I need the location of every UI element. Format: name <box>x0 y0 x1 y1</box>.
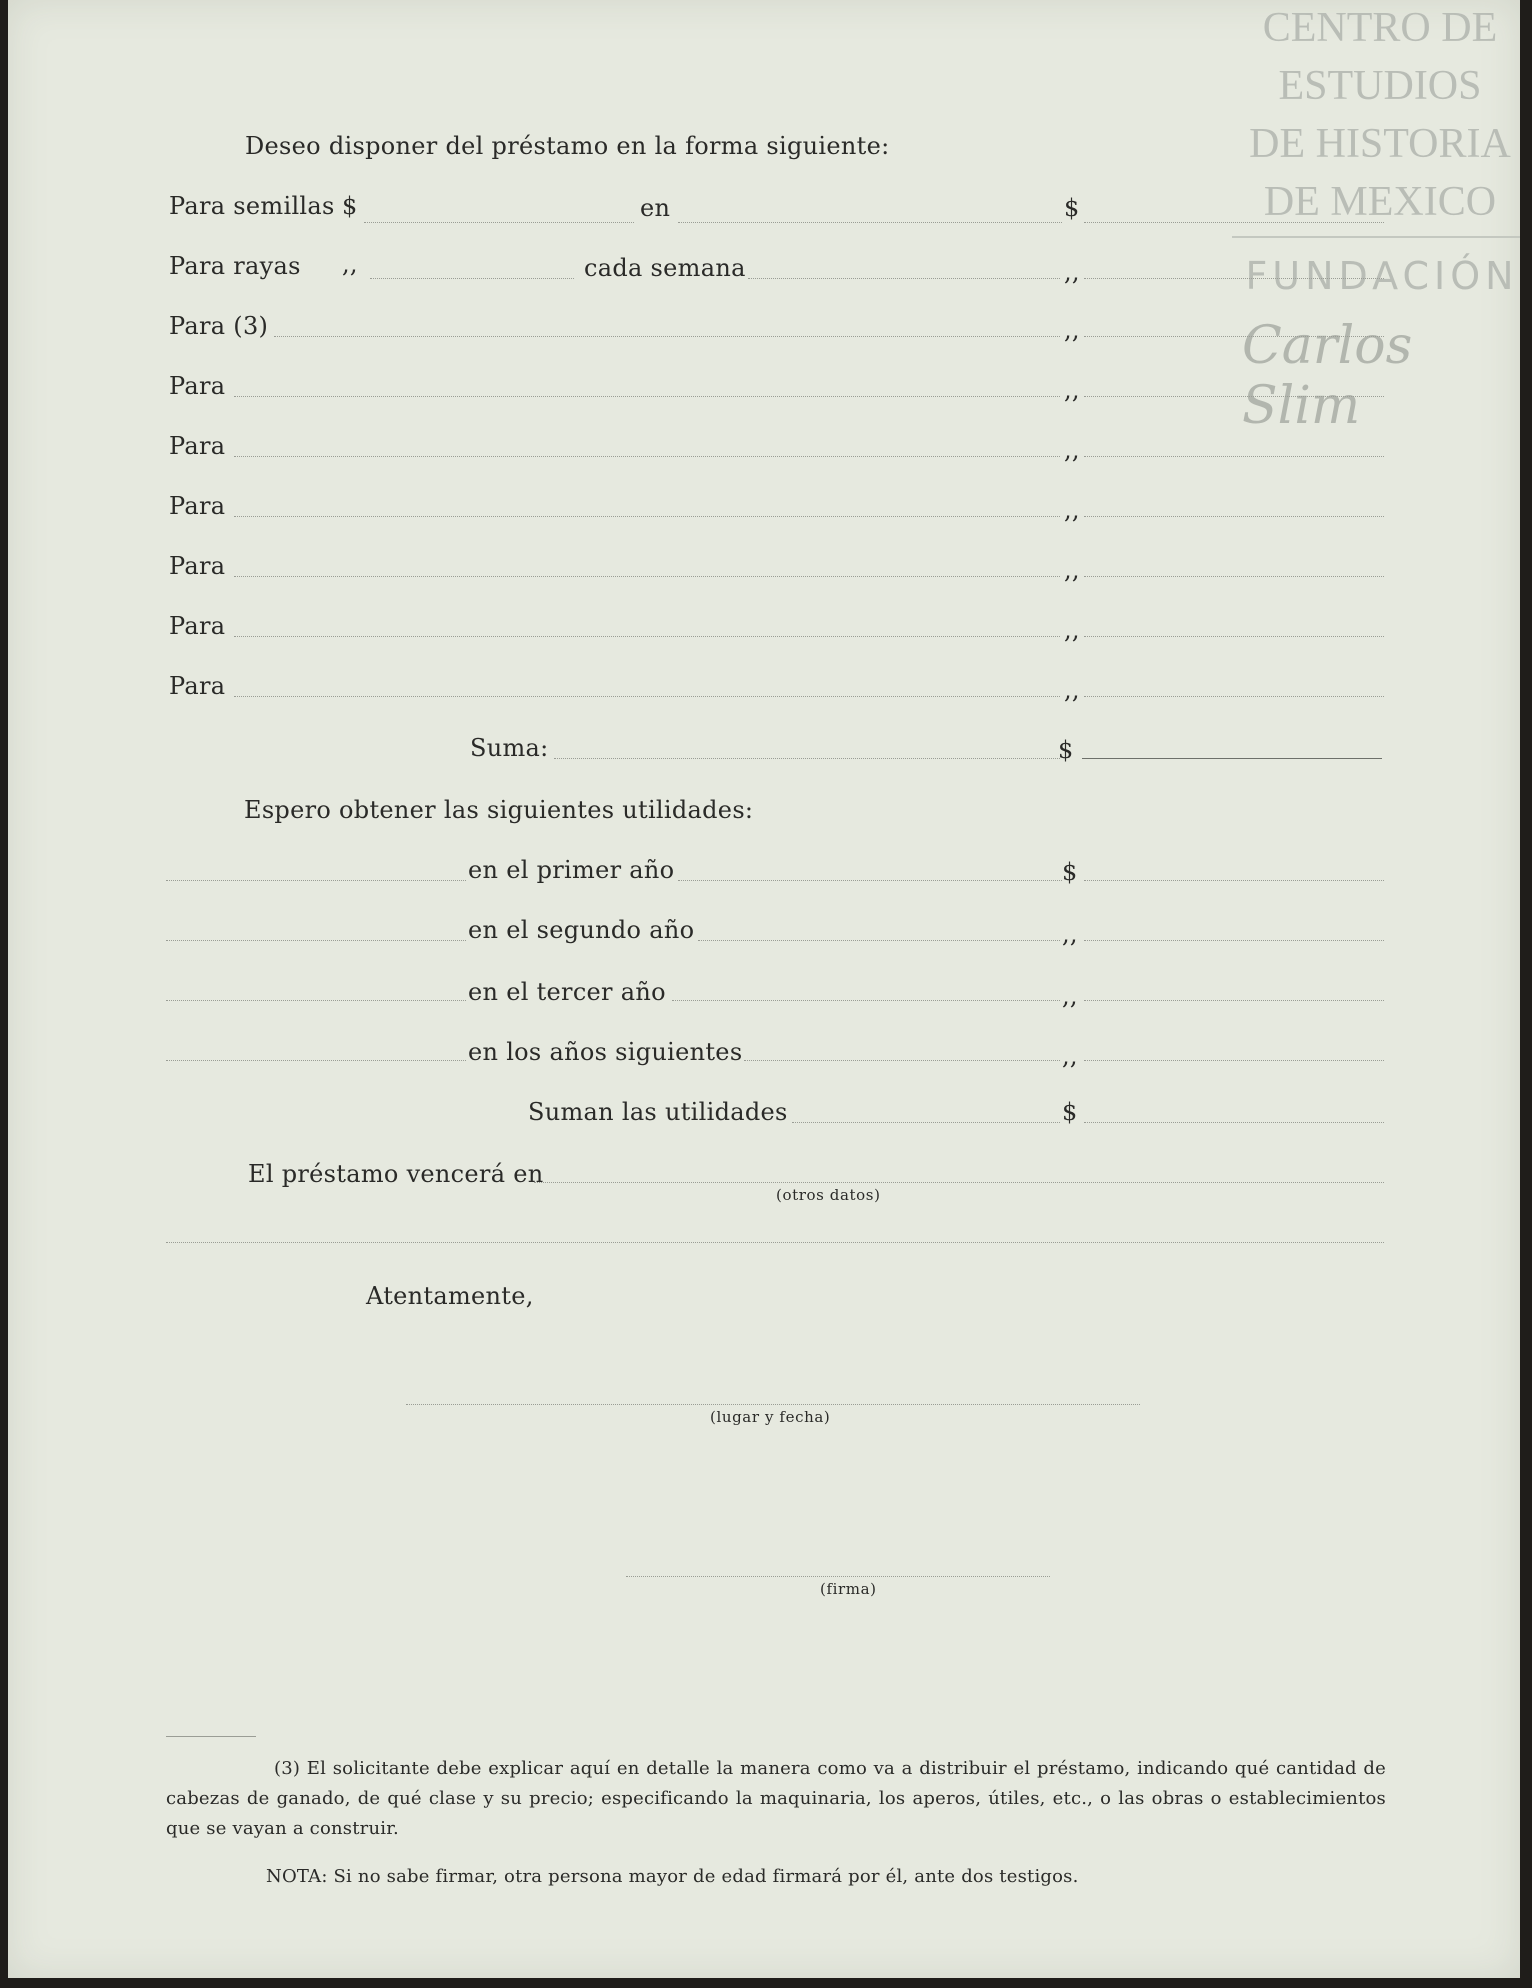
para3-total-field[interactable] <box>1084 336 1384 337</box>
primer-ano-label: en el primer año <box>468 856 675 884</box>
para-ditto-4: ,, <box>1064 556 1080 584</box>
para-ditto-2: ,, <box>1064 436 1080 464</box>
tercer-ano-label: en el tercer año <box>468 978 666 1006</box>
watermark-divider <box>1232 236 1520 238</box>
vencera-field[interactable] <box>534 1182 1384 1183</box>
siguientes-total-field[interactable] <box>1084 1060 1384 1061</box>
semillas-total-dollar: $ <box>1064 194 1080 222</box>
rayas-label: Para rayas <box>169 252 301 280</box>
semillas-amount-field[interactable] <box>364 222 634 223</box>
primer-ano-dots <box>678 880 1062 881</box>
para-total-field-5[interactable] <box>1084 636 1384 637</box>
para-label-5: Para <box>169 612 226 640</box>
para-total-field-6[interactable] <box>1084 696 1384 697</box>
para-desc-field-5[interactable] <box>234 636 1060 637</box>
para3-label: Para (3) <box>169 312 269 340</box>
rayas-cada-semana: cada semana <box>584 254 746 282</box>
lugar-fecha-field[interactable] <box>406 1404 1140 1405</box>
para-desc-field-1[interactable] <box>234 396 1060 397</box>
para-total-field-4[interactable] <box>1084 576 1384 577</box>
semillas-en: en <box>640 194 671 222</box>
tercer-ano-total-field[interactable] <box>1084 1000 1384 1001</box>
watermark-fundacion: FUNDACIÓN <box>1245 254 1519 298</box>
siguientes-ditto: ,, <box>1062 1042 1078 1070</box>
para-label-2: Para <box>169 432 226 460</box>
para3-ditto: ,, <box>1064 316 1080 344</box>
suman-label: Suman las utilidades <box>528 1098 788 1126</box>
lugar-fecha-caption: (lugar y fecha) <box>710 1408 831 1426</box>
vencera-label: El préstamo vencerá en <box>248 1160 544 1188</box>
rayas-amount-field[interactable] <box>370 278 574 279</box>
para-desc-field-6[interactable] <box>234 696 1060 697</box>
para-desc-field-2[interactable] <box>234 456 1060 457</box>
segundo-ano-label: en el segundo año <box>468 916 695 944</box>
firma-caption: (firma) <box>820 1580 877 1598</box>
semillas-en-field[interactable] <box>678 222 1062 223</box>
para-label-4: Para <box>169 552 226 580</box>
suma-dollar: $ <box>1058 736 1074 764</box>
utilidades-intro: Espero obtener las siguientes utilidades: <box>244 796 754 824</box>
form-page <box>8 0 1520 1978</box>
suman-total-field[interactable] <box>1084 1122 1384 1123</box>
suman-dots <box>792 1122 1060 1123</box>
para3-desc-field[interactable] <box>274 336 1060 337</box>
firma-field[interactable] <box>626 1576 1050 1577</box>
tercer-ano-dots <box>672 1000 1060 1001</box>
rayas-total-field[interactable] <box>1084 278 1384 279</box>
segundo-ano-dots <box>698 940 1060 941</box>
footnote-text: (3) El solicitante debe explicar aquí en detalle la manera como va a distribuir el préstamo, indicando qué cantidad de cabezas de ganado, de qué clase y su precio; especificando la maquinaria, los aperos, útiles, etc., o las obras o establecimientos que se vayan a construir. <box>166 1758 1386 1839</box>
segundo-ano-total-field[interactable] <box>1084 940 1384 941</box>
primer-ano-total-field[interactable] <box>1084 880 1384 881</box>
para-total-field-3[interactable] <box>1084 516 1384 517</box>
atentamente-text: Atentamente, <box>366 1282 534 1310</box>
para-ditto-3: ,, <box>1064 496 1080 524</box>
semillas-total-field[interactable] <box>1084 222 1384 223</box>
suma-total-field[interactable] <box>1082 758 1382 759</box>
segundo-ano-lead-field[interactable] <box>166 940 466 941</box>
intro-text: Deseo disponer del préstamo en la forma siguiente: <box>245 132 890 160</box>
suman-dollar: $ <box>1062 1098 1078 1126</box>
watermark-line-4: DE MEXICO <box>1263 179 1497 225</box>
watermark-line-1: CENTRO DE <box>1262 5 1498 51</box>
rayas-total-ditto: ,, <box>1064 258 1080 286</box>
footnote-rule <box>166 1736 256 1737</box>
rayas-semana-field[interactable] <box>748 278 1060 279</box>
tercer-ano-ditto: ,, <box>1062 982 1078 1010</box>
para-ditto-5: ,, <box>1064 616 1080 644</box>
siguientes-label: en los años siguientes <box>468 1038 743 1066</box>
para-label-6: Para <box>169 672 226 700</box>
siguientes-lead-field[interactable] <box>166 1060 466 1061</box>
siguientes-dots <box>744 1060 1060 1061</box>
tercer-ano-lead-field[interactable] <box>166 1000 466 1001</box>
watermark-line-2: ESTUDIOS <box>1278 63 1482 109</box>
semillas-label: Para semillas <box>169 192 335 220</box>
primer-ano-dollar: $ <box>1062 858 1078 886</box>
para-ditto-1: ,, <box>1064 376 1080 404</box>
suma-label: Suma: <box>470 734 549 762</box>
para-total-field-2[interactable] <box>1084 456 1384 457</box>
para-desc-field-4[interactable] <box>234 576 1060 577</box>
segundo-ano-ditto: ,, <box>1062 920 1078 948</box>
otros-datos-caption: (otros datos) <box>776 1186 881 1204</box>
semillas-dollar: $ <box>342 192 358 220</box>
watermark-signature-logo: Carlos Slim <box>1242 316 1413 436</box>
rayas-ditto: ,, <box>342 250 358 278</box>
otros-datos-field[interactable] <box>166 1242 1384 1243</box>
suma-dotted-field <box>554 758 1060 759</box>
nota-text: NOTA: Si no sabe firmar, otra persona mayor de edad firmará por él, ante dos testigos. <box>266 1866 1079 1887</box>
para-ditto-6: ,, <box>1064 676 1080 704</box>
watermark-line-3: DE HISTORIA <box>1249 121 1511 167</box>
para-label-3: Para <box>169 492 226 520</box>
primer-ano-lead-field[interactable] <box>166 880 466 881</box>
para-total-field-1[interactable] <box>1084 396 1384 397</box>
para-desc-field-3[interactable] <box>234 516 1060 517</box>
para-label-1: Para <box>169 372 226 400</box>
